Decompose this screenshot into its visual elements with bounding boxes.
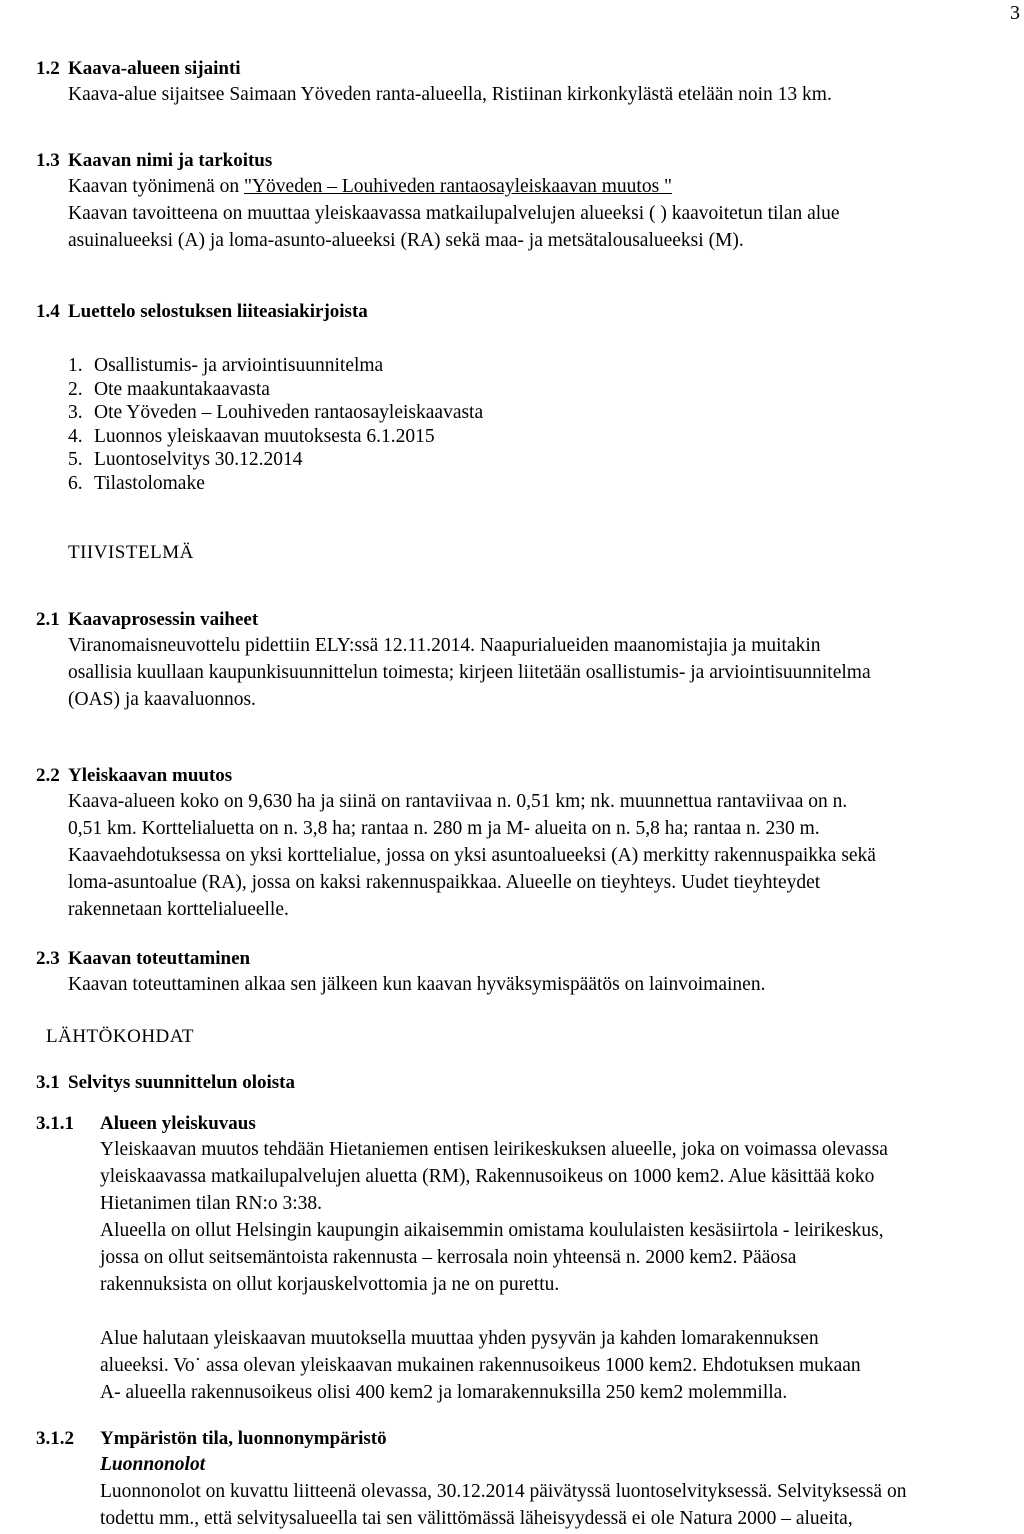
text: Kaavan työnimenä on [68,176,244,197]
page-number: 3 [1010,2,1020,24]
paragraph-line: asuinalueeksi (A) ja loma-asunto-alueeksi (RA) sekä maa- ja metsätalousalueeksi (M). [68,230,744,251]
list-item [68,401,1024,425]
paragraph: Kaavan toteuttaminen alkaa sen jälkeen kun kaavan hyväksymispäätös on lainvoimainen. [68,974,766,995]
paragraph-line: Yleiskaavan muutos tehdään Hietaniemen entisen leirikeskuksen alueelle, joka on voimassa olevassa [100,1139,888,1160]
section-title: Yleiskaavan muutos [68,765,233,786]
list-text: Luontoselvitys 30.12.2014 [94,449,303,471]
paragraph-line: Kaava-alueen koko on 9,630 ha ja siinä on rantaviivaa n. 0,51 km; nk. muunnettua rantaviivaa on n. [68,791,848,812]
list-item [68,378,1024,402]
paragraph: Kaava-alue sijaitsee Saimaan Yöveden ranta-alueella, Ristiinan kirkonkylästä etelään noin 13 km. [68,84,832,105]
list-text: Osallistumis- ja arviointisuunnitelma [94,355,384,376]
section-heading [36,57,1024,81]
list-text: Tilastolomake [94,472,205,494]
section-title: Luettelo selostuksen liiteasiakirjoista [68,301,368,322]
section-heading [36,947,1024,971]
paragraph-line: rakennuksista on ollut korjauskelvottomia ja ne on purettu. [100,1274,560,1295]
section-number: 2.1 [36,609,60,630]
section-3-1-2 [36,1427,1024,1532]
list-item [68,354,1024,378]
list-number: 6. [68,472,83,494]
section-heading [36,1071,1024,1095]
list-number: 4. [68,425,83,447]
paragraph-line: Kaavan tavoitteena on muuttaa yleiskaavassa matkailupalvelujen alueeksi ( ) kaavoitetun tilan alue [68,203,840,224]
section-title: Ympäristön tila, luonnonympäristö [100,1428,387,1449]
chapter-heading-tiivistelma: TIIVISTELMÄ [68,542,194,563]
paragraph-line: Luonnonolot on kuvattu liitteenä olevassa, 30.12.2014 päivätyssä luontoselvityksessä. Selvityksessä on [100,1481,907,1502]
section-title: Selvitys suunnittelun oloista [68,1072,295,1093]
list-item [68,425,1024,449]
paragraph-line: A- alueella rakennusoikeus olisi 400 kem2 ja lomarakennuksilla 250 kem2 molemmilla. [100,1382,788,1403]
section-1-2 [36,57,1024,108]
section-number: 2.2 [36,765,60,786]
section-heading [36,1427,1024,1451]
section-heading [36,1112,1024,1136]
section-title: Alueen yleiskuvaus [100,1113,256,1134]
paragraph-line: Viranomaisneuvottelu pidettiin ELY:ssä 12.11.2014. Naapurialueiden maanomistajia ja muitakin [68,635,821,656]
paragraph-line: jossa on ollut seitsemäntoista rakennusta – kerrosala noin yhteensä n. 2000 kem2. Pääosa [100,1247,797,1268]
section-number: 1.4 [36,301,60,322]
section-1-3 [36,149,1024,254]
list-text: Luonnos yleiskaavan muutoksesta 6.1.2015 [94,425,435,447]
section-number: 2.3 [36,948,60,969]
section-title: Kaavan toteuttaminen [68,948,251,969]
list-number: 3. [68,402,83,424]
section-heading [36,608,1024,632]
list-number: 1. [68,355,83,376]
list-item [68,448,1024,472]
section-2-1 [36,608,1024,713]
paragraph-line: (OAS) ja kaavaluonnos. [68,689,256,710]
section-heading [36,764,1024,788]
paragraph-line: Kaavaehdotuksessa on yksi korttelialue, jossa on yksi asuntoalueeksi (A) merkitty rakennuspaikka sekä [68,845,876,866]
paragraph-line: Alue halutaan yleiskaavan muutoksella muuttaa yhden pysyvän ja kahden lomarakennuksen [100,1328,819,1349]
paragraph-line: rakennetaan korttelialueelle. [68,899,289,920]
section-3-1-1 [36,1112,1024,1406]
section-1-4 [36,300,1024,496]
section-number: 3.1 [36,1072,60,1093]
list-text: Ote maakuntakaavasta [94,378,270,400]
section-number: 3.1.1 [36,1113,74,1134]
list-item [68,472,1024,496]
paragraph-line: alueeksi. Vo˙ assa olevan yleiskaavan mukainen rakennusoikeus 1000 kem2. Ehdotuksen mukaan [100,1355,861,1376]
section-2-2 [36,764,1024,923]
list-number: 2. [68,378,83,400]
section-2-3 [36,947,1024,998]
subheading: Luonnonolot [100,1454,206,1475]
section-number: 3.1.2 [36,1428,74,1449]
chapter-heading-lahtokohdat: LÄHTÖKOHDAT [46,1026,194,1047]
section-title: Kaava-alueen sijainti [68,58,241,79]
paragraph-line: loma-asuntoalue (RA), jossa on kaksi rakennuspaikkaa. Alueelle on tieyhteys. Uudet tieyhteydet [68,872,821,893]
section-title: Kaavaprosessin vaiheet [68,609,259,630]
paragraph-line: 0,51 km. Korttelialuetta on n. 3,8 ha; rantaa n. 280 m ja M- alueita on n. 5,8 ha; rantaa n. 230 m. [68,818,820,839]
attachment-list [36,354,1024,496]
paragraph-line: todettu mm., että selvitysalueella tai sen välittömässä läheisyydessä ei ole Natura 2000 – alueita, [100,1508,853,1529]
paragraph-line: Hietanimen tilan RN:o 3:38. [100,1193,323,1214]
list-text: Ote Yöveden – Louhiveden rantaosayleiskaavasta [94,402,484,424]
list-number: 5. [68,449,83,471]
section-title: Kaavan nimi ja tarkoitus [68,150,273,171]
plan-name: "Yöveden – Louhiveden rantaosayleiskaavan muutos " [244,176,673,197]
paragraph-line: osallisia kuullaan kaupunkisuunnittelun toimesta; kirjeen liitetään osallistumis- ja arviointisuunnitelma [68,662,871,683]
section-number: 1.3 [36,150,60,171]
section-3-1 [36,1071,1024,1095]
section-heading [36,149,1024,173]
paragraph-line [68,173,1024,200]
section-heading [36,300,1024,324]
section-number: 1.2 [36,58,60,79]
paragraph-line: Alueella on ollut Helsingin kaupungin aikaisemmin omistama koululaisten kesäsiirtola - leirikeskus, [100,1220,884,1241]
paragraph-line: yleiskaavassa matkailupalvelujen aluetta (RM), Rakennusoikeus on 1000 kem2. Alue käsittää koko [100,1166,875,1187]
